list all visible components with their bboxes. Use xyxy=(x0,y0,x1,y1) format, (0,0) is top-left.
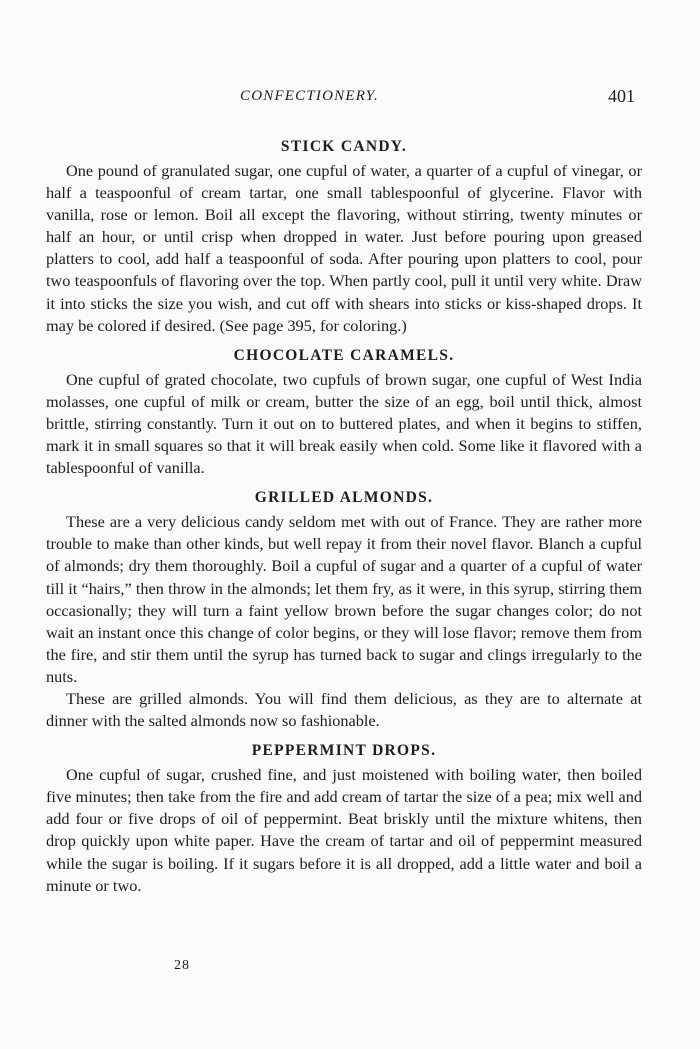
signature-mark: 28 xyxy=(174,958,190,973)
paragraph-grilled-almonds-2: These are grilled almonds. You will find them delicious, as they are to alternate at dinner with the salted almonds now so fashionable. xyxy=(46,688,642,731)
section-title-peppermint-drops: PEPPERMINT DROPS. xyxy=(251,742,437,760)
section-title-chocolate-caramels: CHOCOLATE CARAMELS. xyxy=(233,346,455,364)
page-number: 401 xyxy=(608,86,635,106)
running-head xyxy=(0,86,700,110)
paragraph-peppermint-drops: One cupful of sugar, crushed fine, and just moistened with boiling water, then boiled five minutes; then take from the fire and add cream of tartar the size of a pea; mix well and add four or five drops of oil of peppermint. Beat briskly until the mixture whitens, then drop quickly upon white paper. Have the cream of tartar and oil of peppermint measured while the sugar is boiling. If it sugars before it is all dropped, add a little water and boil a minute or two. xyxy=(46,765,642,895)
paragraph-grilled-almonds-1: These are a very delicious candy seldom met with out of France. They are rather more trouble to make than other kinds, but well repay it from their novel flavor. Blanch a cupful of almonds; dry them thoroughly. Boil a cupful of sugar and a quarter of a cupful of water till it “hairs,” then throw in the almonds; let them fry, as it were, in this syrup, stirring them occasionally; they will turn a faint yellow brown before the sugar changes color; do not wait an instant once this change of color begins, or they will lose flavor; remove them from the fire, and stir them until the syrup has turned back to sugar and clings irregularly to the nuts. xyxy=(46,512,642,686)
paragraph-chocolate-caramels: One cupful of grated chocolate, two cupfuls of brown sugar, one cupful of West India molasses, one cupful of milk or cream, butter the size of an egg, boil until thick, almost brittle, stirring constantly. Turn it out on to buttered plates, and when it begins to stiffen, mark it in small squares so that it will break easily when cold. Some like it flavored with a tablespoonful of vanilla. xyxy=(46,369,642,478)
paragraph-stick-candy: One pound of granulated sugar, one cupful of water, a quarter of a cupful of vinegar, or half a teaspoonful of cream tartar, one small tablespoonful of glycerine. Flavor with vanilla, rose or lemon. Boil all except the flavoring, without stirring, twenty minutes or half an hour, or until crisp when dropped in water. Just before pouring upon greased platters to cool, add half a teaspoonful of soda. After pouring upon platters to cool, pour two teaspoonfuls of flavoring over the top. When partly cool, pull it until very white. Draw it into sticks the size you wish, and cut off with shears into sticks or kiss-shaped drops. It may be colored if desired. (See page 395, for coloring.) xyxy=(46,161,642,335)
section-title-grilled-almonds: GRILLED ALMONDS. xyxy=(254,489,434,507)
running-title: CONFECTIONERY. xyxy=(240,88,379,104)
page-content xyxy=(46,134,642,897)
section-title-stick-candy: STICK CANDY. xyxy=(280,138,408,155)
